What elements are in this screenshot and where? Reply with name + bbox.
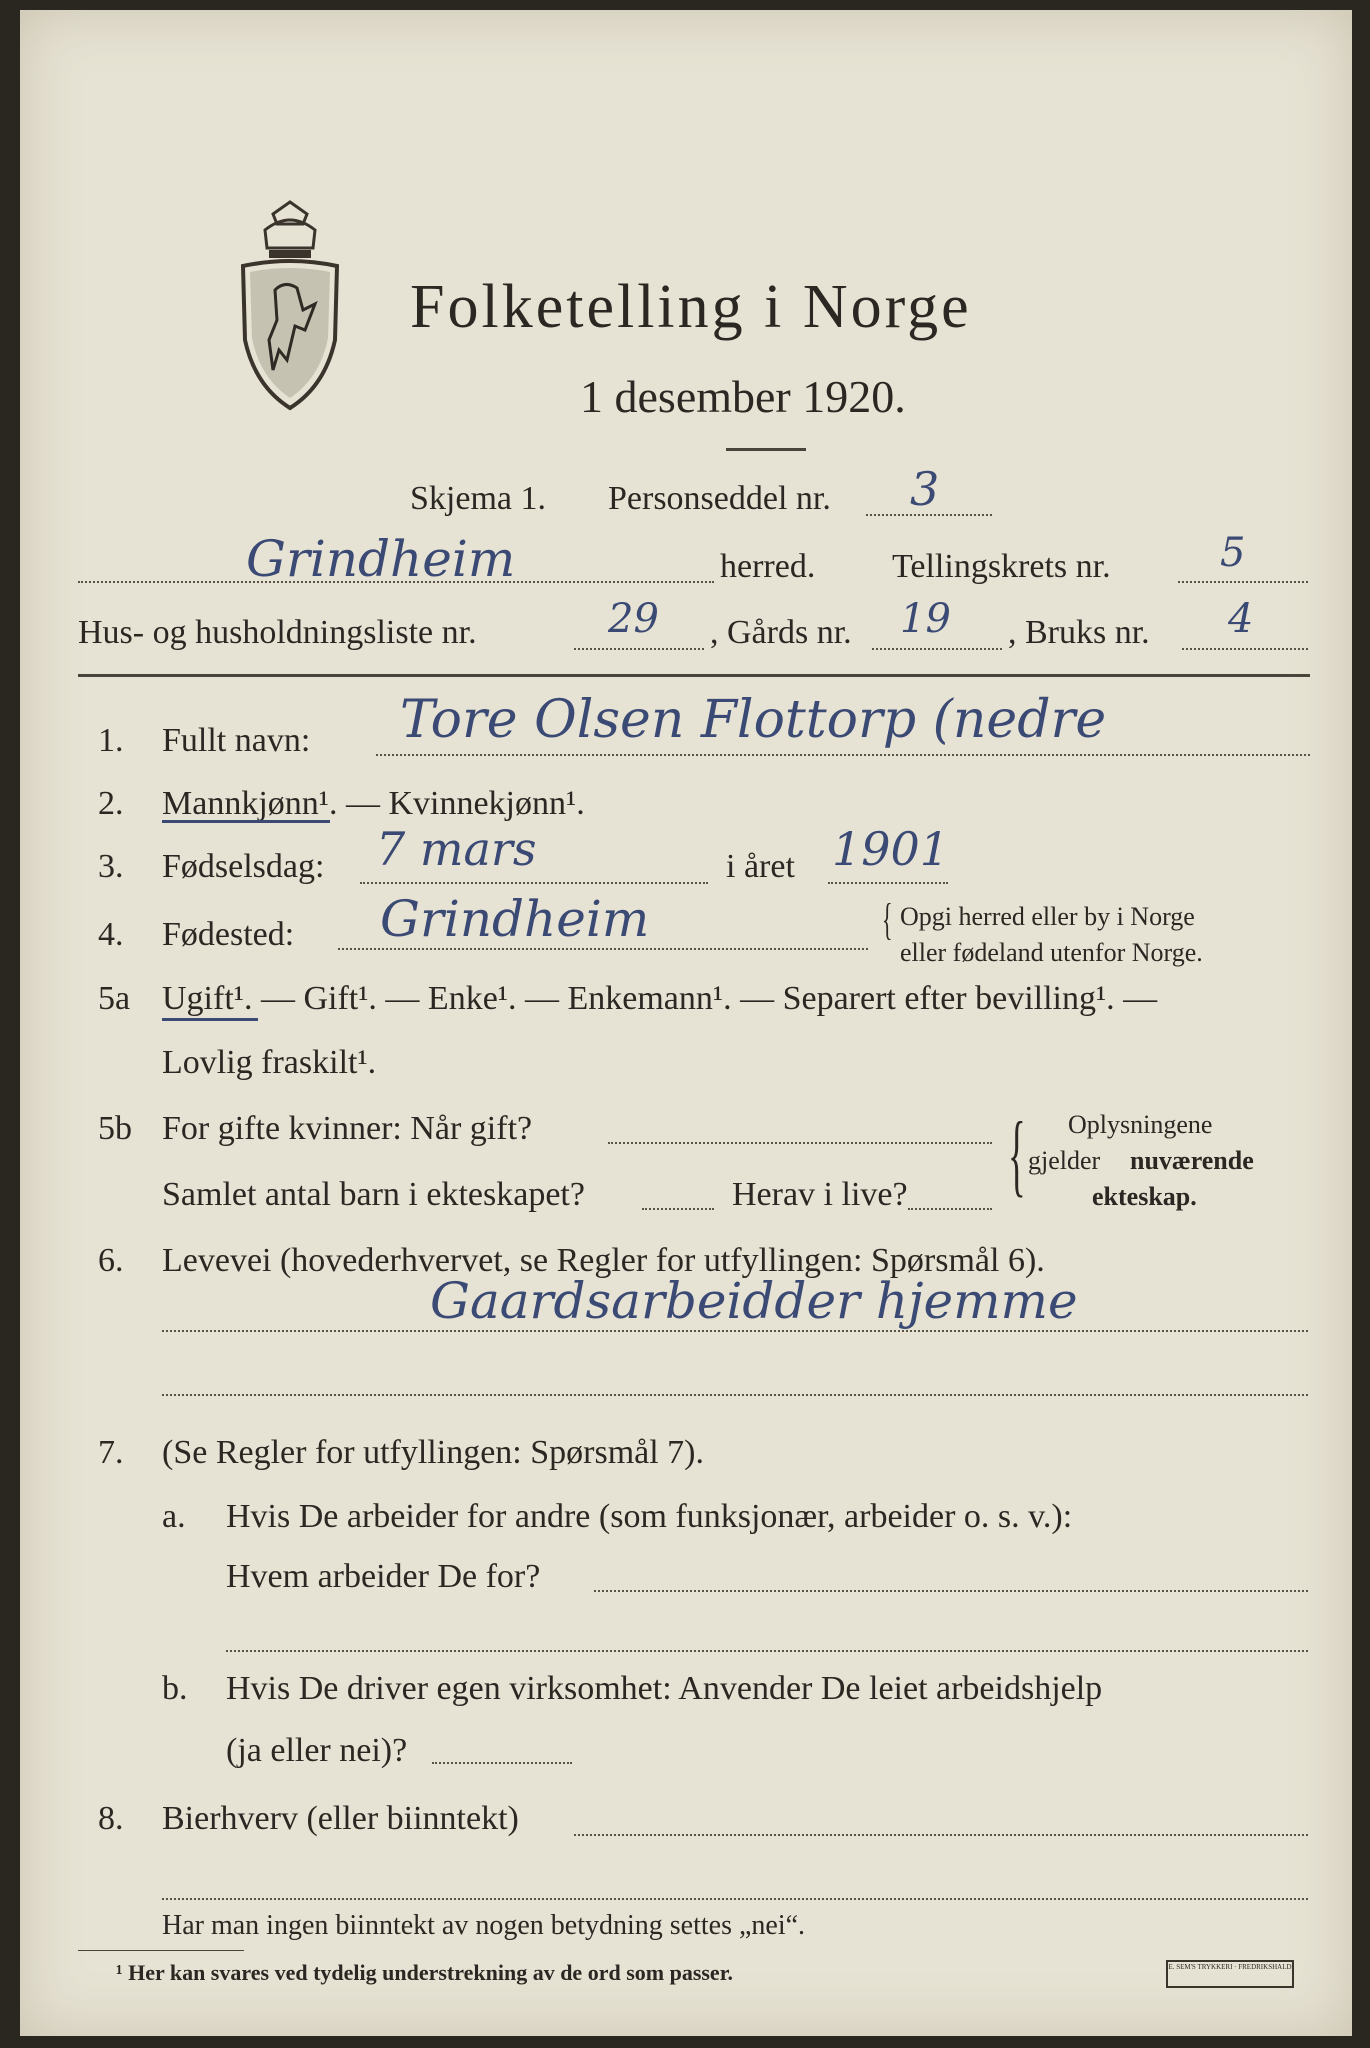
birthplace-note-1: Opgi herred eller by i Norge	[900, 902, 1195, 931]
tellingskrets-label: Tellingskrets nr.	[892, 548, 1111, 585]
mannkjonn-underline	[162, 820, 330, 823]
tellingskrets-field[interactable]	[1178, 581, 1308, 583]
q7-label: (Se Regler for utfyllingen: Spørsmål 7).	[162, 1434, 705, 1471]
q8-label: Bierhverv (eller biinntekt)	[162, 1800, 519, 1837]
bruks-label: , Bruks nr.	[1008, 614, 1150, 651]
form-date: 1 desember 1920.	[580, 371, 906, 422]
full-name-field[interactable]	[376, 754, 1310, 756]
printer-stamp: E. SEM'S TRYKKERI · FREDRIKSHALD	[1166, 1960, 1294, 1988]
q1-number: 1.	[98, 722, 124, 759]
occupation-field-2[interactable]	[162, 1394, 1308, 1396]
tellingskrets-value: 5	[1220, 530, 1246, 576]
gards-label: , Gårds nr.	[710, 614, 852, 651]
gards-value: 19	[900, 596, 951, 642]
q7b-letter: b.	[162, 1670, 188, 1707]
children-alive-field[interactable]	[908, 1208, 992, 1210]
married-when-field[interactable]	[608, 1142, 992, 1144]
husliste-field[interactable]	[574, 648, 704, 650]
q2-label: Mannkjønn¹. — Kvinnekjønn¹.	[162, 785, 585, 822]
form-title: Folketelling i Norge	[410, 273, 972, 341]
q4-number: 4.	[98, 916, 124, 953]
bruks-field[interactable]	[1182, 648, 1308, 650]
q5b-children-label: Samlet antal barn i ekteskapet?	[162, 1176, 585, 1213]
personseddel-label: Personseddel nr.	[608, 480, 831, 517]
title-divider	[726, 448, 806, 451]
q5a-number: 5a	[98, 980, 131, 1017]
census-form-sheet	[20, 10, 1352, 2036]
q7a-employer-label: Hvem arbeider De for?	[226, 1558, 541, 1595]
birthplace-brace: {	[882, 895, 893, 944]
footnote-rule	[78, 1950, 244, 1951]
occupation-field[interactable]	[162, 1330, 1308, 1332]
q5b-alive-label: Herav i live?	[732, 1176, 908, 1213]
q3-year-label: i året	[726, 848, 795, 885]
q3-number: 3.	[98, 848, 124, 885]
marriage-note-2a: gjelder	[1028, 1146, 1101, 1175]
q7b-label: Hvis De driver egen virksomhet: Anvender De leiet arbeidshjelp	[226, 1670, 1103, 1707]
q4-label: Fødested:	[162, 916, 295, 953]
birthplace-value: Grindheim	[380, 890, 650, 948]
employer-field-2[interactable]	[226, 1650, 1308, 1652]
side-income-field[interactable]	[574, 1834, 1308, 1836]
q7a-label: Hvis De arbeider for andre (som funksjonær, arbeider o. s. v.):	[226, 1498, 1073, 1535]
q5b-label: For gifte kvinner: Når gift?	[162, 1110, 533, 1147]
coat-of-arms-icon	[225, 200, 355, 415]
hired-help-field[interactable]	[432, 1762, 572, 1764]
children-total-field[interactable]	[642, 1208, 714, 1210]
q7b-answer-label: (ja eller nei)?	[226, 1732, 408, 1769]
birth-year-value: 1901	[832, 822, 950, 876]
herred-label: herred.	[720, 548, 816, 585]
q6-label: Levevei (hovederhvervet, se Regler for utfyllingen: Spørsmål 6).	[162, 1242, 1045, 1279]
q2-number: 2.	[98, 785, 124, 822]
birthday-value: 7 mars	[376, 822, 537, 876]
side-income-field-2[interactable]	[162, 1898, 1308, 1900]
marriage-note-3: ekteskap.	[1092, 1182, 1197, 1211]
q5a-label: Ugift¹. — Gift¹. — Enke¹. — Enkemann¹. — Separert efter bevilling¹. —	[162, 980, 1158, 1017]
birthplace-note-2: eller fødeland utenfor Norge.	[900, 938, 1203, 967]
q1-label: Fullt navn:	[162, 722, 311, 759]
employer-field[interactable]	[594, 1590, 1308, 1592]
gards-field[interactable]	[872, 648, 1002, 650]
q5a-label-2: Lovlig fraskilt¹.	[162, 1044, 377, 1081]
birth-year-field[interactable]	[828, 882, 948, 884]
header-rule	[78, 674, 1310, 677]
herred-value: Grindheim	[246, 530, 516, 588]
ugift-underline	[162, 1018, 258, 1021]
birthday-field[interactable]	[360, 882, 708, 884]
marriage-note-1: Oplysningene	[1068, 1110, 1213, 1139]
q8-number: 8.	[98, 1800, 124, 1837]
q7a-letter: a.	[162, 1498, 186, 1535]
q6-number: 6.	[98, 1242, 124, 1279]
marriage-note-2b: nuværende	[1130, 1146, 1254, 1175]
full-name-value: Tore Olsen Flottorp (nedre	[400, 690, 1107, 750]
q3-label: Fødselsdag:	[162, 848, 325, 885]
bruks-value: 4	[1228, 596, 1254, 642]
birthplace-field[interactable]	[338, 948, 868, 950]
personseddel-value: 3	[910, 462, 940, 516]
q7-number: 7.	[98, 1434, 124, 1471]
q5b-number: 5b	[98, 1110, 132, 1147]
husliste-value: 29	[608, 596, 659, 642]
marriage-brace: {	[1008, 1103, 1026, 1205]
schema-label: Skjema 1.	[410, 480, 546, 517]
footnote: ¹ Her kan svares ved tydelig understrekning av de ord som passer.	[116, 1960, 733, 1985]
husliste-label: Hus- og husholdningsliste nr.	[78, 614, 477, 651]
side-income-note: Har man ingen biinntekt av nogen betydning settes „nei“.	[162, 1910, 806, 1941]
occupation-value: Gaardsarbeidder hjemme	[430, 1272, 1078, 1330]
